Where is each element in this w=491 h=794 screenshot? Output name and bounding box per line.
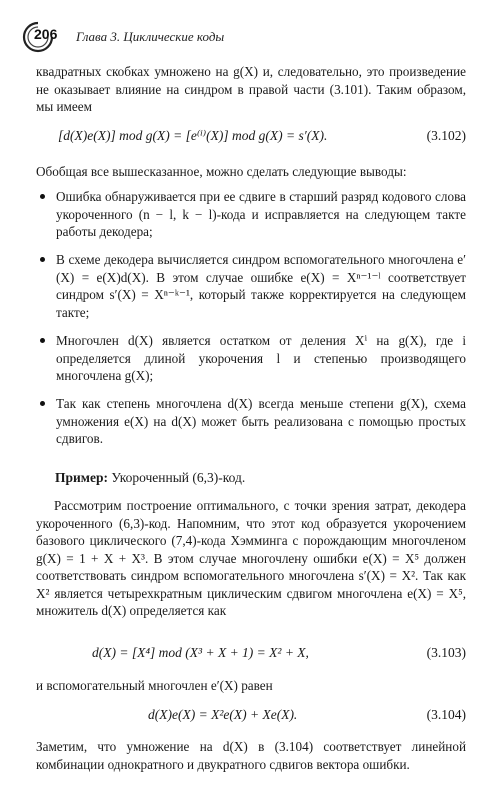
example-title: Укороченный (6,3)-код. <box>111 470 246 485</box>
bullet-dot-icon <box>40 257 45 262</box>
bullet-text: Многочлен d(X) является остатком от деления Xⁱ на g(X), где i определяется длиной укорочения l и степенью производящего многочлена g(X); <box>56 333 466 383</box>
bullet-item <box>56 251 466 321</box>
paragraph-4: и вспомогательный многочлен e′(X) равен <box>36 678 273 693</box>
bullet-text: Так как степень многочлена d(X) всегда меньше степени g(X), схема умножения e(X) на d(X) может быть реализована с помощью простых сдвигов. <box>56 396 466 446</box>
paragraph-5: Заметим, что умножение на d(X) в (3.104) соответствует линейной комбинации однократного и двукратного сдвигов вектора ошибки. <box>36 739 466 772</box>
equation-number: (3.104) <box>426 707 466 722</box>
page-number-badge <box>18 20 58 54</box>
bullet-item <box>56 188 466 241</box>
bullet-item <box>56 332 466 385</box>
formula-3-104 <box>36 707 466 725</box>
equation-number: (3.102) <box>426 128 466 143</box>
bullet-text: Ошибка обнаруживается при ее сдвиге в старший разряд кодового слова укороченного (n − l, k − l)-кода и исправляется на следующем такте работы декодера; <box>56 189 466 239</box>
formula-3-102 <box>36 128 466 146</box>
formula-expression: [d(X)e(X)] mod g(X) = [e⁽ⁱ⁾(X)] mod g(X) = s′(X). <box>58 128 328 143</box>
example-heading <box>55 470 245 486</box>
bullet-dot-icon <box>40 338 45 343</box>
paragraph-1: квадратных скобках умножено на g(X) и, следовательно, это произведение не оказывает влияние на синдром в правой части (3.101). Таким образом, мы имеем <box>36 64 466 114</box>
bullet-text: В схеме декодера вычисляется синдром вспомогательного многочлена e′(X) = e(X)d(X). В этом случае ошибке e(X) = Xⁿ⁻¹⁻ˡ соответствует синдром s′(X) = Xⁿ⁻ᵏ⁻¹, который также корректируется на следующем такте; <box>56 252 466 320</box>
page-header <box>18 20 478 54</box>
paragraph-2: Обобщая все вышесказанное, можно сделать следующие выводы: <box>36 164 407 179</box>
formula-expression: d(X) = [X⁴] mod (X³ + X + 1) = X² + X, <box>92 645 309 660</box>
example-label: Пример: <box>55 470 108 485</box>
paragraph-3: Рассмотрим построение оптимального, с точки зрения затрат, декодера укороченного (6,3)-код. Напомним, что этот код образуется укорочением базового циклического (7,4)-кода Хэмминга с порождающим многочленом g(X) = 1 + X + X³. В этом случае многочлену ошибки e(X) = X⁵ должен соответствовать синдром вспомогательного многочлена s′(X) = X². Так как X² является четырехкратным циклическим сдвигом многочлена e(X) = X⁵, множитель d(X) определяется как <box>36 498 466 618</box>
bullet-dot-icon <box>40 194 45 199</box>
equation-number: (3.103) <box>426 645 466 660</box>
page-number: 206 <box>34 26 58 42</box>
bullet-dot-icon <box>40 401 45 406</box>
formula-expression: d(X)e(X) = X²e(X) + Xe(X). <box>148 707 298 722</box>
chapter-title: Глава 3. Циклические коды <box>76 29 225 44</box>
bullet-item <box>56 395 466 448</box>
formula-3-103 <box>36 645 466 663</box>
